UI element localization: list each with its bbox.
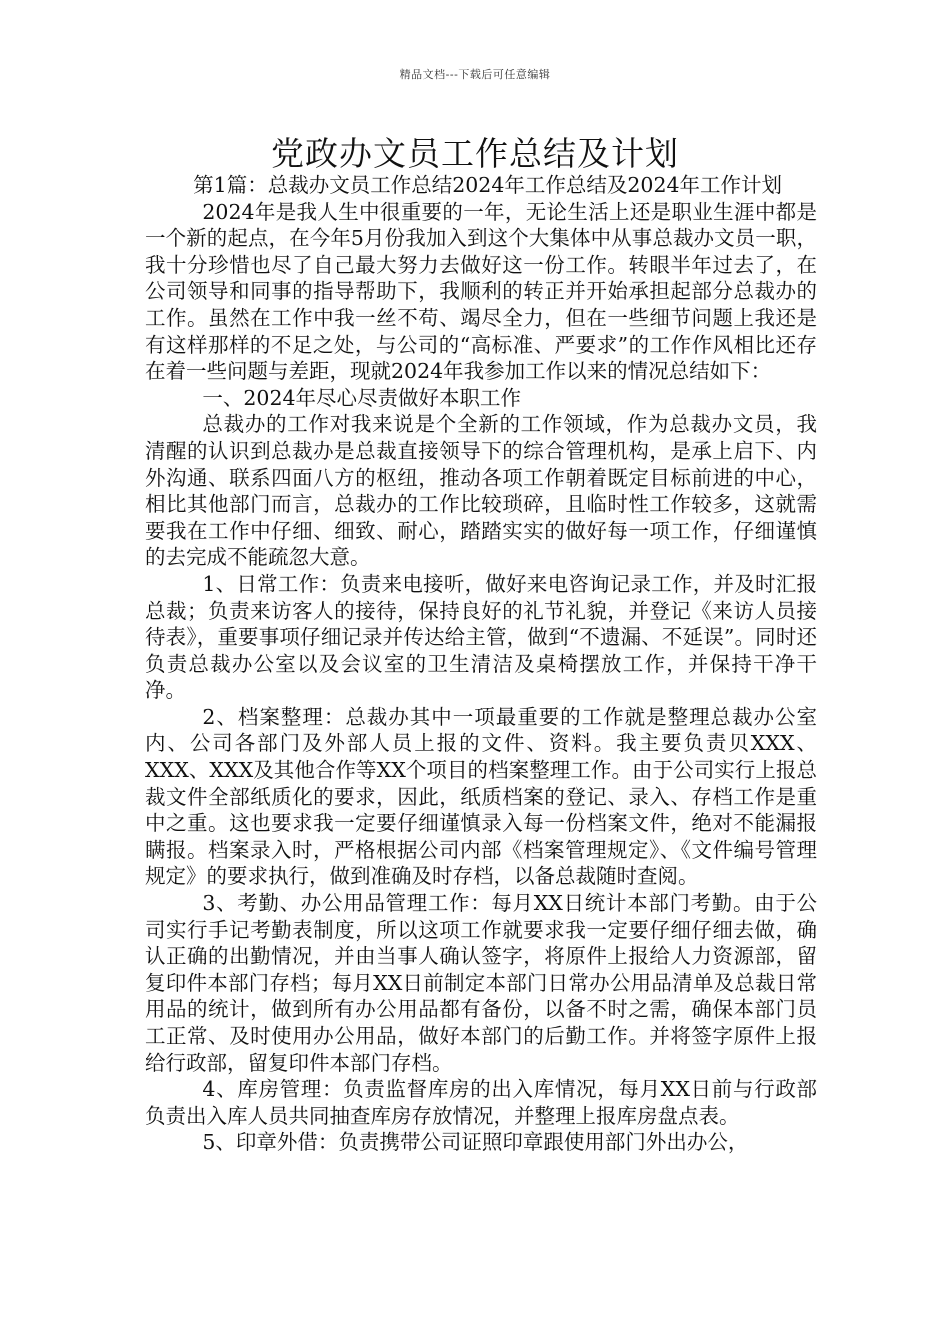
paragraph: 4、库房管理：负责监督库房的出入库情况，每月XX日前与行政部负责出入库人员共同抽查库房存放情况，并整理上报库房盘点表。	[145, 1077, 817, 1128]
paragraph: 5、印章外借：负责携带公司证照印章跟使用部门外出办公，	[202, 1130, 749, 1155]
paragraph: 1、日常工作：负责来电接听，做好来电咨询记录工作，并及时汇报总裁；负责来访客人的接待，保持良好的礼节礼貌，并登记《来访人员接待表》，重要事项仔细记录并传达给主管，做到“不遗漏、不延误”。同时还负责总裁办公室以及会议室的卫生清洁及桌椅摆放工作，并保持干净干净。	[145, 571, 817, 703]
section-heading: 第1篇：总裁办文员工作总结2024年工作总结及2024年工作计划	[193, 173, 783, 197]
paragraph: 总裁办的工作对我来说是个全新的工作领域，作为总裁办文员，我清醒的认识到总裁办是总裁直接领导下的综合管理机构，是承上启下、内外沟通、联系四面八方的枢纽，推动各项工作朝着既定目标前进的中心，相比其他部门而言，总裁办的工作比较琐碎，且临时性工作较多，这就需要我在工作中仔细、细致、耐心，踏踏实实的做好每一项工作，仔细谨慎的去完成不能疏忽大意。	[145, 412, 817, 570]
paragraph: 3、考勤、办公用品管理工作：每月XX日统计本部门考勤。由于公司实行手记考勤表制度，所以这项工作就要求我一定要仔细仔细去做，确认正确的出勤情况，并由当事人确认签字，将原件上报给人力资源部，留复印件本部门存档；每月XX日前制定本部门日常办公用品清单及总裁日常用品的统计，做到所有办公用品都有备份，以备不时之需，确保本部门员工正常、及时使用办公用品，做好本部门的后勤工作。并将签字原件上报给行政部，留复印件本部门存档。	[145, 891, 817, 1075]
document-title: 党政办文员工作总结及计划	[271, 134, 679, 173]
document-body	[145, 172, 817, 1156]
header-note: 精品文档---下载后可任意编辑	[399, 68, 551, 81]
paragraph: 2024年是我人生中很重要的一年，无论生活上还是职业生涯中都是一个新的起点，在今年5月份我加入到这个大集体中从事总裁办文员一职，我十分珍惜也尽了自己最大努力去做好这一份工作。转眼半年过去了，在公司领导和同事的指导帮助下，我顺利的转正并开始承担起部分总裁办的工作。虽然在工作中我一丝不苟、竭尽全力，但在一些细节问题上我还是有这样那样的不足之处，与公司的“高标准、严要求”的工作作风相比还存在着一些问题与差距，现就2024年我参加工作以来的情况总结如下：	[145, 199, 817, 384]
paragraph: 2、档案整理：总裁办其中一项最重要的工作就是整理总裁办公室内、公司各部门及外部人员上报的文件、资料。我主要负责贝XXX、XXX、XXX及其他合作等XX个项目的档案整理工作。由于公司实行上报总裁文件全部纸质化的要求，因此，纸质档案的登记、录入、存档工作是重中之重。这也要求我一定要仔细谨慎录入每一份档案文件，绝对不能漏报瞒报。档案录入时，严格根据公司内部《档案管理规定》、《文件编号管理规定》的要求执行，做到准确及时存档，以备总裁随时查阅。	[145, 704, 817, 889]
subsection-heading: 一、2024年尽心尽责做好本职工作	[202, 385, 522, 410]
